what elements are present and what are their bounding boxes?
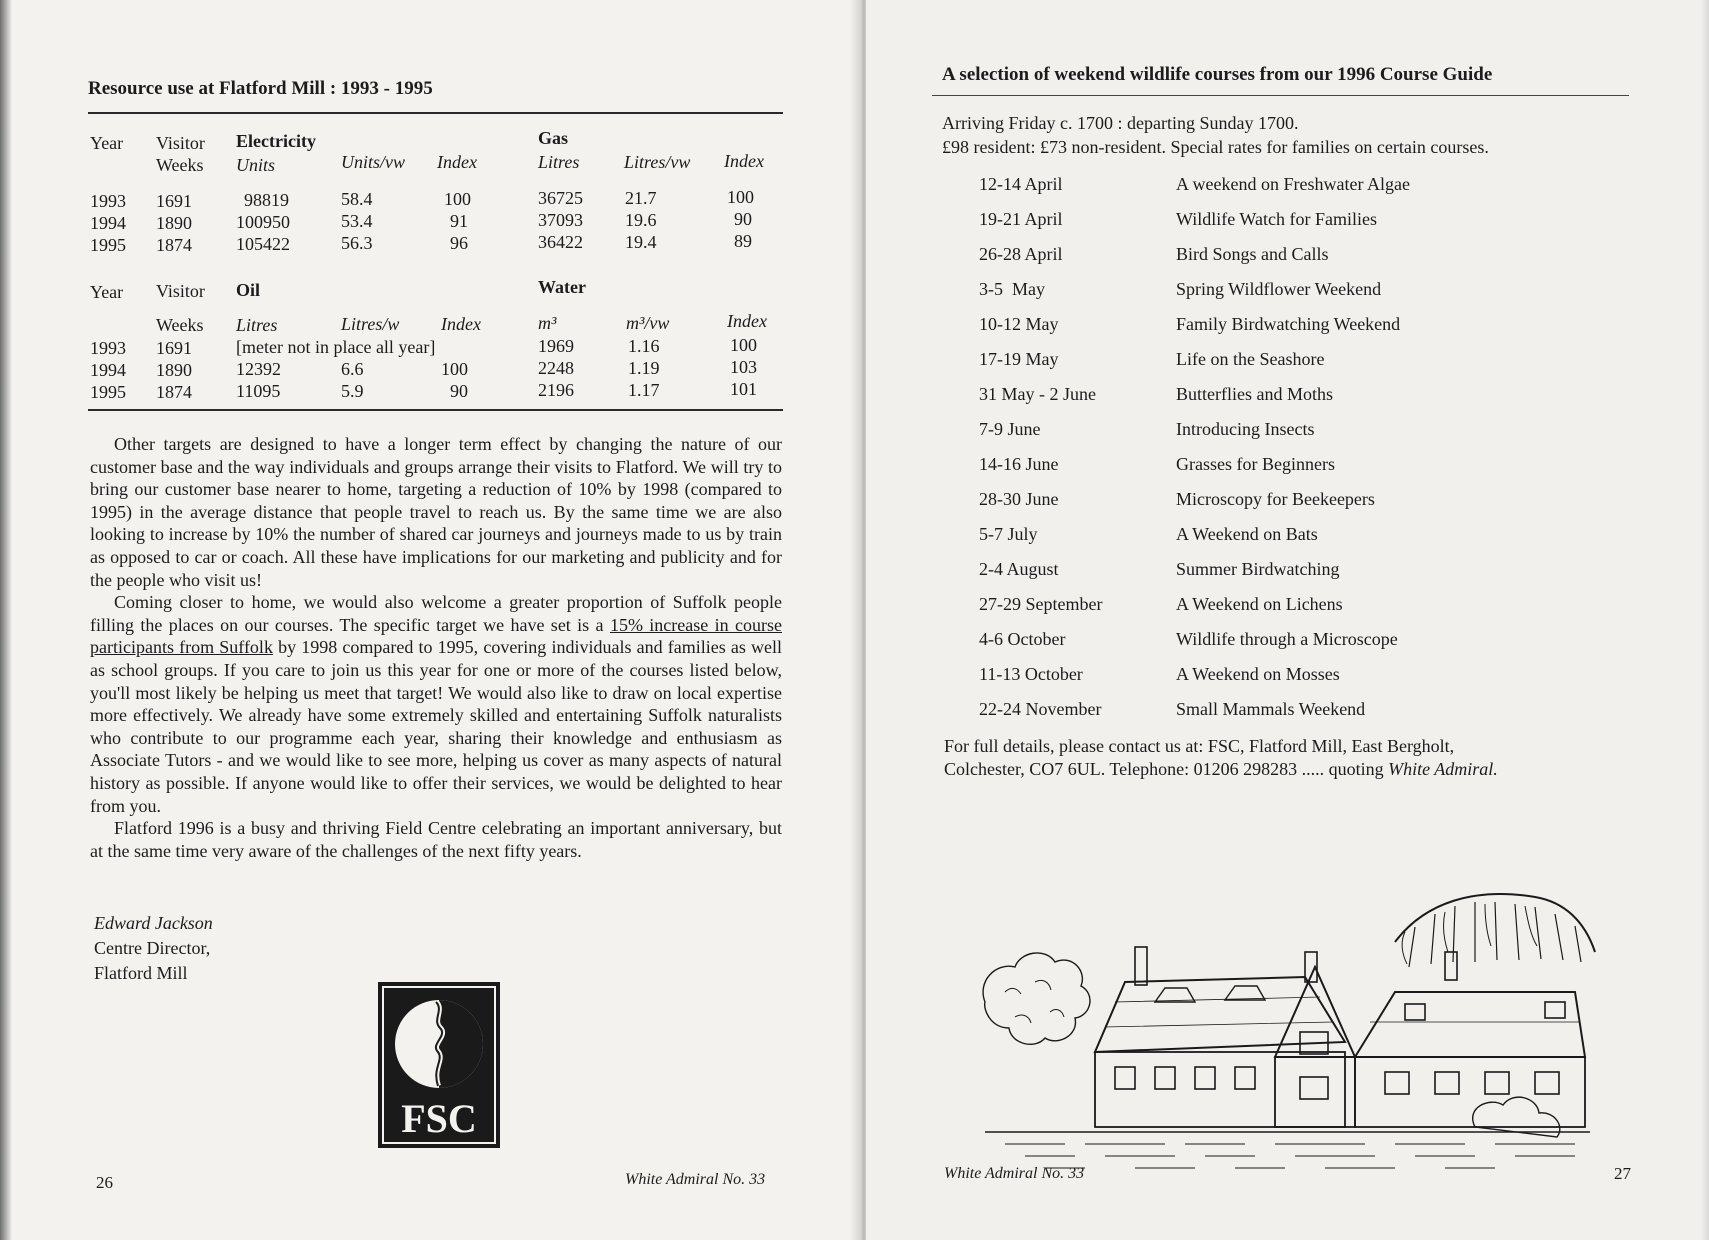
cell-weeks: 1691 — [156, 338, 192, 358]
course-date: 19-21 April — [979, 209, 1063, 229]
cell-index: 100 — [441, 359, 468, 379]
cell-units: 100950 — [236, 212, 290, 232]
cell-index: 89 — [734, 231, 752, 251]
underlined-target: 15% increase in course participants from Suffolk — [90, 614, 782, 658]
course-name: Microscopy for Beekeepers — [1176, 489, 1375, 509]
paragraph — [90, 591, 782, 817]
cell-litres: 36725 — [538, 188, 583, 208]
cell-litres-per-w: 6.6 — [341, 359, 364, 379]
cell-litres: 37093 — [538, 210, 583, 230]
col-header-index-electricity: Index — [437, 152, 477, 172]
group-header-water: Water — [538, 277, 586, 297]
col-header-m3: m³ — [538, 313, 557, 333]
cell-index: 100 — [727, 187, 754, 207]
cell-litres: 36422 — [538, 232, 583, 252]
course-date: 11-13 October — [979, 664, 1083, 684]
col-header-visitor: Visitor — [156, 281, 205, 301]
col-header-index-gas: Index — [724, 151, 764, 171]
page-number: 27 — [1614, 1164, 1631, 1183]
publication-footer: White Admiral No. 33 — [625, 1171, 766, 1188]
course-name: Spring Wildflower Weekend — [1176, 279, 1382, 299]
cell-litres-per-w: 5.9 — [341, 381, 364, 401]
pricing-info: £98 resident: £73 non-resident. Special rates for families on certain courses. — [942, 137, 1489, 157]
courses-title-rule — [932, 95, 1629, 96]
cell-year: 1993 — [90, 191, 126, 211]
course-date: 4-6 October — [979, 629, 1066, 649]
contact-line-2 — [944, 759, 1498, 780]
cell-m3: 2248 — [538, 358, 574, 378]
page-edge — [1701, 0, 1709, 1240]
col-header-weeks: Weeks — [156, 315, 204, 335]
col-header-weeks: Weeks — [156, 155, 204, 175]
course-name: Butterflies and Moths — [1176, 384, 1333, 404]
fsc-logo — [378, 982, 500, 1148]
course-date: 10-12 May — [979, 314, 1059, 334]
course-date: 28-30 June — [979, 489, 1059, 509]
col-header-index-water: Index — [727, 311, 767, 331]
course-date: 12-14 April — [979, 174, 1063, 194]
course-name: A Weekend on Bats — [1176, 524, 1318, 544]
course-date: 3-5 May — [979, 279, 1045, 299]
cell-units-per-vw: 56.3 — [341, 233, 373, 253]
publication-footer: White Admiral No. 33 — [944, 1165, 1085, 1182]
cell-index: 100 — [444, 189, 471, 209]
group-header-gas: Gas — [538, 128, 569, 148]
course-name: Small Mammals Weekend — [1176, 699, 1366, 719]
cell-index: 96 — [450, 233, 468, 253]
course-name: Summer Birdwatching — [1176, 559, 1340, 579]
col-header-index-oil: Index — [441, 314, 481, 334]
course-date: 31 May - 2 June — [979, 384, 1096, 404]
course-date: 22-24 November — [979, 699, 1102, 719]
course-name: A Weekend on Lichens — [1176, 594, 1343, 614]
signatory-name: Edward Jackson — [94, 913, 213, 933]
col-header-litres-gas: Litres — [538, 152, 580, 172]
article-body — [90, 433, 782, 862]
col-header-year: Year — [90, 133, 124, 153]
contact-quote: White Admiral. — [1388, 759, 1498, 779]
cell-m3-per-vw: 1.19 — [628, 358, 660, 378]
course-date: 26-28 April — [979, 244, 1063, 264]
course-name: Wildlife Watch for Families — [1176, 209, 1377, 229]
resource-table-title: Resource use at Flatford Mill : 1993 - 1995 — [88, 78, 433, 99]
paragraph-text: Coming closer to home, we would also welcome a greater proportion of Suffolk people filling the places on our courses. The specific target we have set is a — [90, 592, 782, 635]
courses-title: A selection of weekend wildlife courses from our 1996 Course Guide — [942, 64, 1493, 85]
arrival-info: Arriving Friday c. 1700 : departing Sunday 1700. — [942, 113, 1299, 133]
contact-text: Colchester, CO7 6UL. Telephone: 01206 298283 ..... quoting — [944, 759, 1389, 779]
page-number: 26 — [96, 1173, 113, 1192]
cell-meter-note: [meter not in place all year] — [236, 337, 436, 357]
course-date: 27-29 September — [979, 594, 1103, 614]
course-name: Family Birdwatching Weekend — [1176, 314, 1401, 334]
cell-litres-per-vw: 19.6 — [625, 210, 657, 230]
cell-units-per-vw: 53.4 — [341, 211, 373, 231]
cell-year: 1994 — [90, 213, 126, 233]
cell-index: 90 — [450, 381, 468, 401]
cell-index: 90 — [734, 209, 752, 229]
signatory-place: Flatford Mill — [94, 963, 188, 983]
course-date: 17-19 May — [979, 349, 1059, 369]
cell-year: 1995 — [90, 382, 126, 402]
course-name: A weekend on Freshwater Algae — [1176, 174, 1410, 194]
paragraph-text: by 1998 compared to 1995, covering individuals and families as well as school groups. If you care to join us this year for one or more of the courses listed below, you'll most likely be helping us meet that target! We would also like to draw on local expertise more effectively. We already have some extremely skilled and entertaining Suffolk naturalists who contribute to our programme each year, sharing their knowledge and enthusiasm as Associate Tutors - and we would like to see more, helping us cover as many aspects of natural history as possible. If anyone would like to offer their services, we would be delighted to hear from you. — [90, 637, 783, 816]
cell-index: 103 — [730, 357, 757, 377]
cell-index: 91 — [450, 211, 468, 231]
paragraph: Flatford 1996 is a busy and thriving Field Centre celebrating an important anniversary, but at the same time very aware of the challenges of the next fifty years. — [90, 818, 782, 861]
page-edge — [0, 0, 12, 1240]
cell-litres: 12392 — [236, 359, 281, 379]
cell-weeks: 1874 — [156, 382, 192, 402]
cell-year: 1994 — [90, 360, 126, 380]
course-name: Bird Songs and Calls — [1176, 244, 1329, 264]
cell-index: 101 — [730, 379, 757, 399]
cell-litres-per-vw: 19.4 — [625, 232, 657, 252]
course-date: 2-4 August — [979, 559, 1059, 579]
course-name: Grasses for Beginners — [1176, 454, 1335, 474]
paragraph: Other targets are designed to have a longer term effect by changing the nature of our customer base and the way individuals and groups arrange their visits to Flatford. We will try to bring our customer base nearer to home, targeting a reduction of 10% by 1998 (compared to 1995) in the average distance that people travel to reach us. By the same time we are also looking to increase by 10% the number of shared car journeys and journeys made to us by train as opposed to car or coach. All these have implications for our marketing and publicity and for the people who visit us! — [90, 434, 782, 590]
signature-block — [94, 911, 213, 986]
cell-litres: 11095 — [236, 381, 281, 401]
col-header-m3-per-vw: m³/vw — [626, 313, 670, 333]
cell-year: 1995 — [90, 235, 126, 255]
group-header-oil: Oil — [236, 280, 261, 300]
course-date: 14-16 June — [979, 454, 1059, 474]
table-top-rule — [88, 112, 783, 114]
course-name: Introducing Insects — [1176, 419, 1315, 439]
cell-m3: 1969 — [538, 336, 574, 356]
cell-m3-per-vw: 1.16 — [628, 336, 660, 356]
cell-index: 100 — [730, 335, 757, 355]
col-header-visitor: Visitor — [156, 133, 205, 153]
course-name: Wildlife through a Microscope — [1176, 629, 1398, 649]
contact-line-1: For full details, please contact us at: FSC, Flatford Mill, East Bergholt, — [944, 736, 1455, 756]
group-header-electricity: Electricity — [236, 131, 316, 151]
cell-weeks: 1874 — [156, 235, 192, 255]
course-name: Life on the Seashore — [1176, 349, 1325, 369]
cell-litres-per-vw: 21.7 — [625, 188, 657, 208]
cell-weeks: 1890 — [156, 360, 192, 380]
signatory-role: Centre Director, — [94, 938, 211, 958]
cell-units: 105422 — [236, 234, 290, 254]
course-name: A Weekend on Mosses — [1176, 664, 1340, 684]
cell-m3-per-vw: 1.17 — [628, 380, 660, 400]
flatford-mill-illustration — [975, 882, 1600, 1177]
col-header-year: Year — [90, 282, 124, 302]
col-header-units-per-vw: Units/vw — [341, 152, 406, 172]
logo-text: FSC — [401, 1096, 477, 1141]
col-header-litres-per-vw: Litres/vw — [624, 152, 691, 172]
col-header-litres-oil: Litres — [236, 315, 278, 335]
table-bottom-rule — [88, 409, 783, 411]
course-date: 5-7 July — [979, 524, 1038, 544]
cell-units: 98819 — [244, 190, 289, 210]
course-date: 7-9 June — [979, 419, 1041, 439]
cell-weeks: 1691 — [156, 191, 192, 211]
cell-units-per-vw: 58.4 — [341, 189, 373, 209]
cell-m3: 2196 — [538, 380, 574, 400]
col-header-litres-per-w: Litres/w — [341, 314, 400, 334]
cell-weeks: 1890 — [156, 213, 192, 233]
col-header-units: Units — [236, 155, 276, 175]
cell-year: 1993 — [90, 338, 126, 358]
